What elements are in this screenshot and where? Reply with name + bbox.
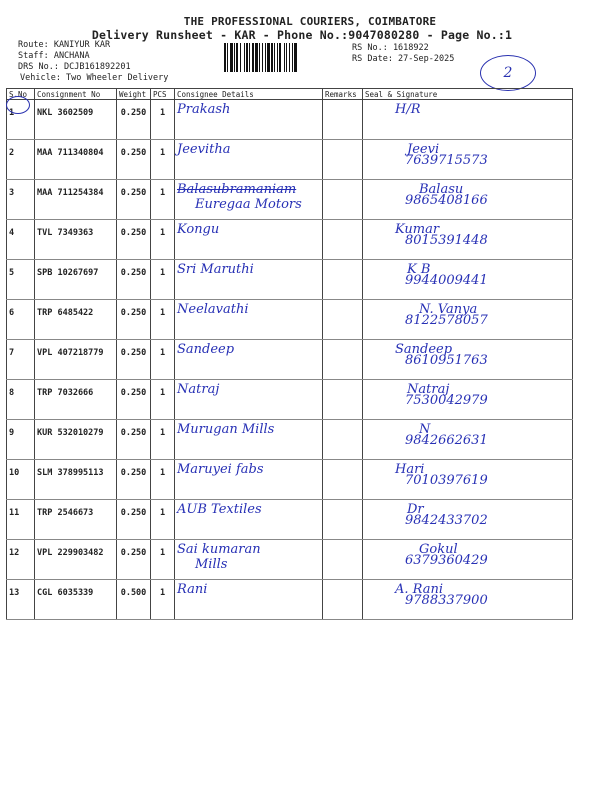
signature-cell bbox=[363, 300, 573, 340]
signature-cell bbox=[363, 540, 573, 580]
col-remarks: Remarks bbox=[323, 89, 363, 100]
consignee-cell bbox=[175, 300, 323, 340]
col-consignee: Consignee Details bbox=[175, 89, 323, 100]
route-label: Route: KANIYUR KAR bbox=[18, 40, 111, 50]
table-row bbox=[7, 420, 573, 460]
weight-cell: 0.250 bbox=[117, 420, 151, 460]
pcs-cell: 1 bbox=[151, 540, 175, 580]
consignee-cell bbox=[175, 100, 323, 140]
sno-cell: 4 bbox=[7, 220, 35, 260]
signature: K B bbox=[407, 262, 431, 277]
pcs-cell: 1 bbox=[151, 340, 175, 380]
signature: Hari bbox=[395, 462, 425, 477]
handwritten-page-number: 2 bbox=[503, 65, 513, 81]
pcs-cell: 1 bbox=[151, 220, 175, 260]
receiver-phone: 9842433702 bbox=[405, 513, 488, 528]
weight-cell: 0.250 bbox=[117, 340, 151, 380]
weight-cell: 0.250 bbox=[117, 220, 151, 260]
signature: N bbox=[419, 422, 431, 437]
consignee-name-line2: Euregaa Motors bbox=[195, 197, 302, 212]
table-row bbox=[7, 180, 573, 220]
signature-cell bbox=[363, 100, 573, 140]
signature-cell bbox=[363, 500, 573, 540]
consignee-cell bbox=[175, 420, 323, 460]
handwritten-circle-mark bbox=[6, 96, 30, 114]
consignee-name: Sai kumaran bbox=[177, 542, 261, 557]
pcs-cell: 1 bbox=[151, 460, 175, 500]
handwritten-page-mark bbox=[480, 55, 536, 91]
consignee-cell bbox=[175, 140, 323, 180]
signature-cell bbox=[363, 260, 573, 300]
consignee-cell bbox=[175, 580, 323, 620]
table-row bbox=[7, 100, 573, 140]
sno-cell: 8 bbox=[7, 380, 35, 420]
pcs-cell: 1 bbox=[151, 100, 175, 140]
consignee-name: Murugan Mills bbox=[177, 422, 275, 437]
signature-cell bbox=[363, 180, 573, 220]
receiver-phone: 7639715573 bbox=[405, 153, 488, 168]
consignment-cell: TVL 7349363 bbox=[35, 220, 117, 260]
receiver-phone: 9788337900 bbox=[405, 593, 488, 608]
consignee-name: Kongu bbox=[177, 222, 220, 237]
sno-cell: 10 bbox=[7, 460, 35, 500]
remarks-cell bbox=[323, 580, 363, 620]
weight-cell: 0.250 bbox=[117, 300, 151, 340]
pcs-cell: 1 bbox=[151, 300, 175, 340]
receiver-phone: 8122578057 bbox=[405, 313, 488, 328]
pcs-cell: 1 bbox=[151, 420, 175, 460]
receiver-phone: 7010397619 bbox=[405, 473, 488, 488]
consignment-cell: VPL 229903482 bbox=[35, 540, 117, 580]
remarks-cell bbox=[323, 540, 363, 580]
company-title: THE PROFESSIONAL COURIERS, COIMBATORE bbox=[183, 15, 437, 28]
rs-info bbox=[352, 43, 454, 65]
table-row bbox=[7, 500, 573, 540]
sno-cell: 3 bbox=[7, 180, 35, 220]
pcs-cell: 1 bbox=[151, 500, 175, 540]
signature: Kumar bbox=[395, 222, 440, 237]
consignment-cell: TRP 6485422 bbox=[35, 300, 117, 340]
staff-label: Staff: ANCHANA bbox=[18, 51, 90, 61]
weight-cell: 0.500 bbox=[117, 580, 151, 620]
sno-cell: 7 bbox=[7, 340, 35, 380]
signature-cell bbox=[363, 380, 573, 420]
signature: Natraj bbox=[407, 382, 450, 397]
consignee-cell bbox=[175, 380, 323, 420]
table-row bbox=[7, 260, 573, 300]
signature-cell bbox=[363, 220, 573, 260]
pcs-cell: 1 bbox=[151, 580, 175, 620]
signature: Jeevi bbox=[407, 142, 440, 157]
consignment-cell: VPL 407218779 bbox=[35, 340, 117, 380]
sno-cell: 13 bbox=[7, 580, 35, 620]
table-row bbox=[7, 580, 573, 620]
weight-cell: 0.250 bbox=[117, 140, 151, 180]
signature: A. Rani bbox=[395, 582, 444, 597]
table-row bbox=[7, 300, 573, 340]
signature: Balasu bbox=[419, 182, 464, 197]
remarks-cell bbox=[323, 220, 363, 260]
receiver-phone: 9865408166 bbox=[405, 193, 488, 208]
receiver-phone: 7530042979 bbox=[405, 393, 488, 408]
remarks-cell bbox=[323, 100, 363, 140]
table-row bbox=[7, 460, 573, 500]
consignee-name: Rani bbox=[177, 582, 208, 597]
weight-cell: 0.250 bbox=[117, 540, 151, 580]
signature: Dr bbox=[407, 502, 424, 517]
remarks-cell bbox=[323, 380, 363, 420]
col-signature: Seal & Signature bbox=[363, 89, 573, 100]
consignee-name: Natraj bbox=[177, 382, 220, 397]
table-row bbox=[7, 220, 573, 260]
weight-cell: 0.250 bbox=[117, 460, 151, 500]
consignee-cell bbox=[175, 460, 323, 500]
remarks-cell bbox=[323, 140, 363, 180]
consignment-cell: TRP 7032666 bbox=[35, 380, 117, 420]
table-row bbox=[7, 140, 573, 180]
sno-cell: 12 bbox=[7, 540, 35, 580]
pcs-cell: 1 bbox=[151, 260, 175, 300]
sno-cell: 2 bbox=[7, 140, 35, 180]
pcs-cell: 1 bbox=[151, 180, 175, 220]
receiver-phone: 6379360429 bbox=[405, 553, 488, 568]
consignee-name: Maruyei fabs bbox=[177, 462, 264, 477]
delivery-table bbox=[6, 88, 573, 620]
table-header bbox=[7, 89, 573, 100]
signature-cell bbox=[363, 420, 573, 460]
receiver-phone: 9944009441 bbox=[405, 273, 488, 288]
consignee-cell bbox=[175, 500, 323, 540]
consignee-name-line2: Mills bbox=[195, 557, 228, 572]
drs-label: DRS No.: DCJB161892201 bbox=[18, 62, 131, 72]
vehicle-label: Vehicle: Two Wheeler Delivery bbox=[20, 73, 169, 83]
signature: Sandeep bbox=[395, 342, 453, 357]
weight-cell: 0.250 bbox=[117, 100, 151, 140]
consignee-name: Sri Maruthi bbox=[177, 262, 254, 277]
consignment-cell: SPB 10267697 bbox=[35, 260, 117, 300]
rs-date: RS Date: 27-Sep-2025 bbox=[352, 54, 455, 64]
consignee-name: Sandeep bbox=[177, 342, 235, 357]
receiver-phone: 9842662631 bbox=[405, 433, 488, 448]
consignment-cell: MAA 711254384 bbox=[35, 180, 117, 220]
barcode bbox=[224, 43, 346, 72]
consignment-cell: SLM 378995113 bbox=[35, 460, 117, 500]
weight-cell: 0.250 bbox=[117, 380, 151, 420]
consignment-cell: TRP 2546673 bbox=[35, 500, 117, 540]
sno-cell: 6 bbox=[7, 300, 35, 340]
col-pcs: PCS bbox=[151, 89, 175, 100]
pcs-cell: 1 bbox=[151, 380, 175, 420]
consignee-cell bbox=[175, 260, 323, 300]
consignee-cell bbox=[175, 180, 323, 220]
col-weight: Weight bbox=[117, 89, 151, 100]
consignee-name: AUB Textiles bbox=[177, 502, 262, 517]
consignment-cell: NKL 3602509 bbox=[35, 100, 117, 140]
remarks-cell bbox=[323, 340, 363, 380]
consignment-cell: MAA 711340804 bbox=[35, 140, 117, 180]
signature: H/R bbox=[395, 102, 421, 117]
sno-cell: 1 bbox=[7, 100, 35, 140]
sno-cell: 11 bbox=[7, 500, 35, 540]
consignee-cell bbox=[175, 540, 323, 580]
consignee-name: Prakash bbox=[177, 102, 231, 117]
rs-number: RS No.: 1618922 bbox=[352, 43, 429, 53]
weight-cell: 0.250 bbox=[117, 180, 151, 220]
consignee-cell bbox=[175, 340, 323, 380]
remarks-cell bbox=[323, 180, 363, 220]
receiver-phone: 8610951763 bbox=[405, 353, 488, 368]
signature-cell bbox=[363, 340, 573, 380]
weight-cell: 0.250 bbox=[117, 260, 151, 300]
table-row bbox=[7, 540, 573, 580]
receiver-phone: 8015391448 bbox=[405, 233, 488, 248]
consignee-name: Neelavathi bbox=[177, 302, 249, 317]
remarks-cell bbox=[323, 260, 363, 300]
signature-cell bbox=[363, 460, 573, 500]
signature: N. Vanya bbox=[419, 302, 478, 317]
remarks-cell bbox=[323, 500, 363, 540]
consignee-cell bbox=[175, 220, 323, 260]
col-sno: S.No bbox=[7, 89, 35, 100]
pcs-cell: 1 bbox=[151, 140, 175, 180]
consignment-cell: KUR 532010279 bbox=[35, 420, 117, 460]
remarks-cell bbox=[323, 300, 363, 340]
remarks-cell bbox=[323, 420, 363, 460]
consignment-cell: CGL 6035339 bbox=[35, 580, 117, 620]
signature-cell bbox=[363, 580, 573, 620]
col-consignment: Consignment No bbox=[35, 89, 117, 100]
signature: Gokul bbox=[419, 542, 458, 557]
table-row bbox=[7, 340, 573, 380]
consignee-name: Jeevitha bbox=[177, 142, 231, 157]
remarks-cell bbox=[323, 460, 363, 500]
signature-cell bbox=[363, 140, 573, 180]
runsheet-subtitle: Delivery Runsheet - KAR - Phone No.:9047080280 - Page No.:1 bbox=[91, 28, 513, 42]
sno-cell: 5 bbox=[7, 260, 35, 300]
consignee-name: Balasubramaniam bbox=[177, 182, 297, 197]
weight-cell: 0.250 bbox=[117, 500, 151, 540]
table-row bbox=[7, 380, 573, 420]
route-info bbox=[18, 40, 131, 73]
sno-cell: 9 bbox=[7, 420, 35, 460]
